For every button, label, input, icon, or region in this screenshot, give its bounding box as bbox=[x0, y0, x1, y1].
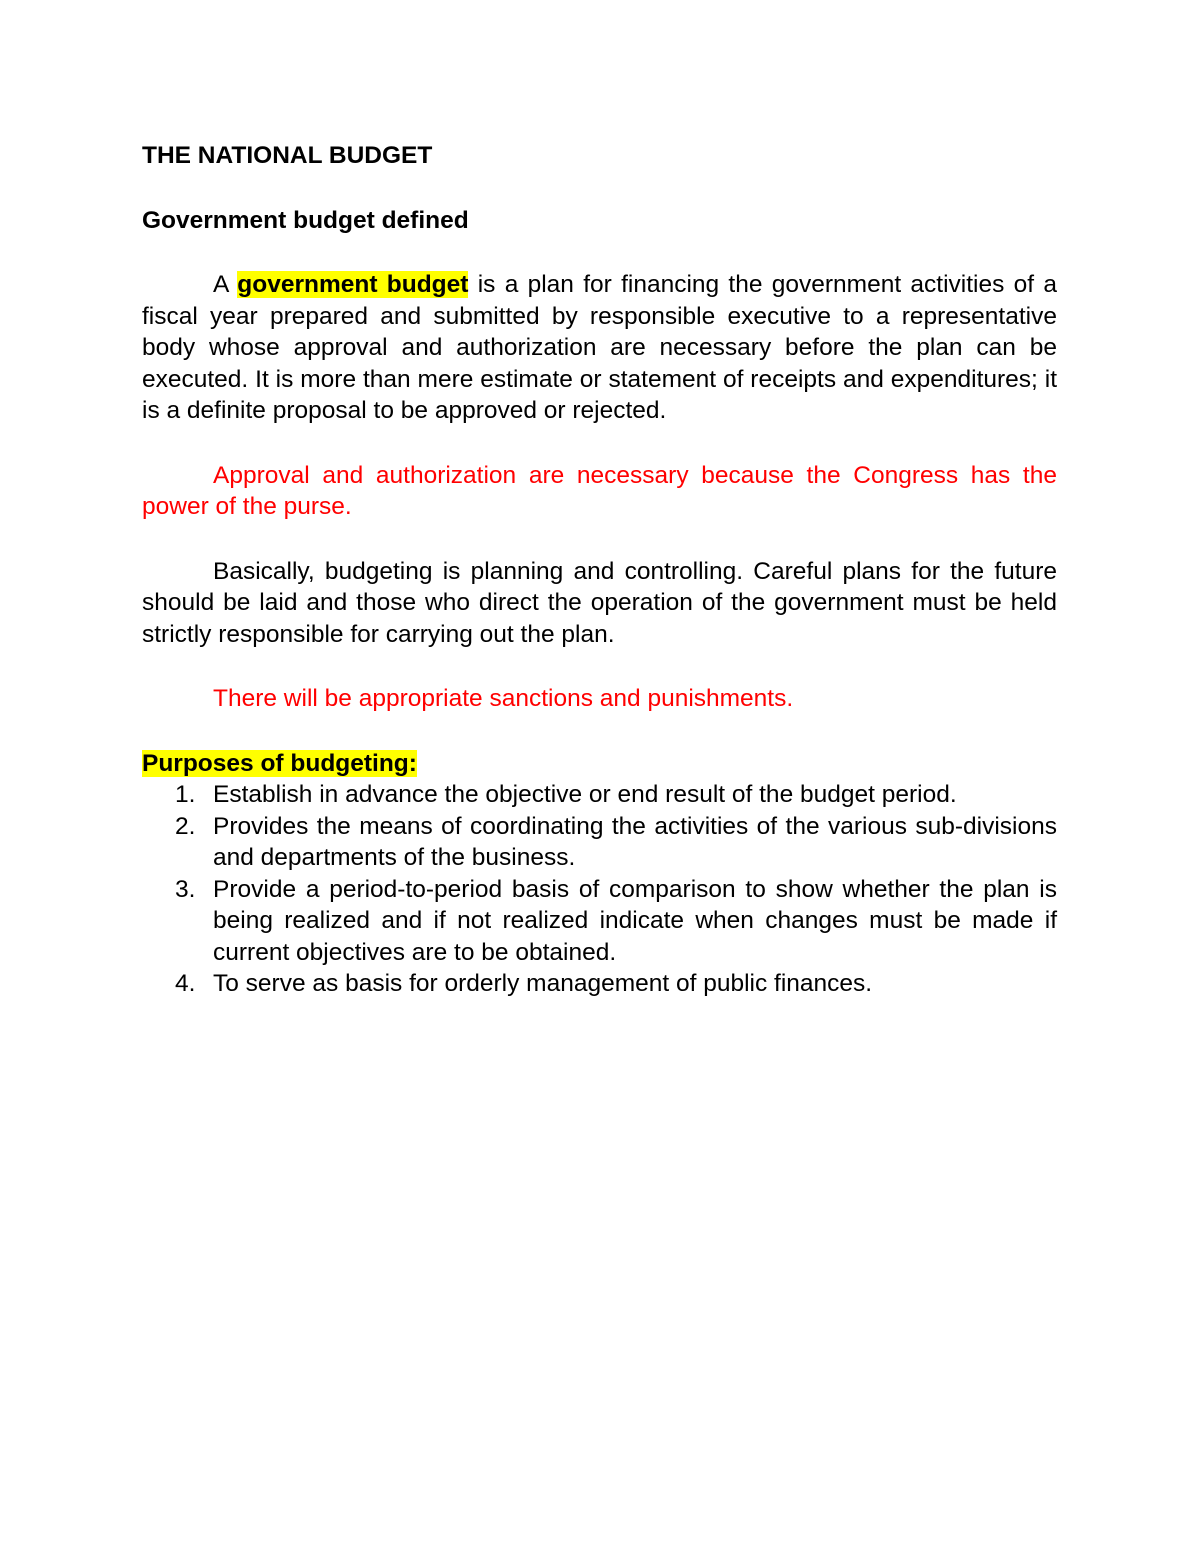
list-item-number: 3. bbox=[175, 875, 196, 903]
purposes-heading-text: Purposes of budgeting: bbox=[142, 749, 417, 777]
list-item-number: 1. bbox=[175, 781, 196, 808]
list-item-text: To serve as basis for orderly management of public finances. bbox=[213, 970, 873, 997]
list-item bbox=[142, 811, 1057, 874]
list-item-number: 4. bbox=[175, 970, 196, 997]
list-item-text: Establish in advance the objective or end result of the budget period. bbox=[213, 781, 957, 808]
purposes-heading bbox=[142, 748, 1057, 780]
basically-paragraph: Basically, budgeting is planning and controlling. Careful plans for the future should be laid and those who direct the operation of the government must be held strictly responsible for carrying out the plan. bbox=[142, 557, 1057, 648]
approval-note: Approval and authorization are necessary because the Congress has the power of the purse. bbox=[142, 461, 1057, 520]
list-item-text: Provide a period-to-period basis of comparison to show whether the plan is being realized and if not realized indicate when changes must be made if current objectives are to be obtained. bbox=[213, 875, 1057, 966]
list-item-number: 2. bbox=[175, 812, 196, 840]
document-title: THE NATIONAL BUDGET bbox=[142, 142, 433, 169]
list-item bbox=[142, 779, 1057, 811]
definition-rest: is a plan for financing the government activities of a fiscal year prepared and submitted by responsible executive to a representative body whose approval and authorization are necessary before the plan can be executed. It is more than mere estimate or statement of receipts and expenditures; it is a definite proposal to be approved or rejected. bbox=[142, 271, 1057, 424]
list-item bbox=[142, 874, 1057, 969]
list-item-text: Provides the means of coordinating the activities of the various sub-divisions and departments of the business. bbox=[213, 812, 1057, 871]
list-item bbox=[142, 968, 1057, 1000]
definition-lead: A bbox=[213, 271, 228, 298]
sanctions-note: There will be appropriate sanctions and punishments. bbox=[213, 685, 794, 712]
definition-paragraph bbox=[142, 269, 1057, 427]
highlighted-term: government budget bbox=[237, 271, 469, 298]
purposes-list bbox=[142, 779, 1057, 1000]
section-heading: Government budget defined bbox=[142, 206, 469, 234]
document-page bbox=[142, 140, 1057, 1000]
